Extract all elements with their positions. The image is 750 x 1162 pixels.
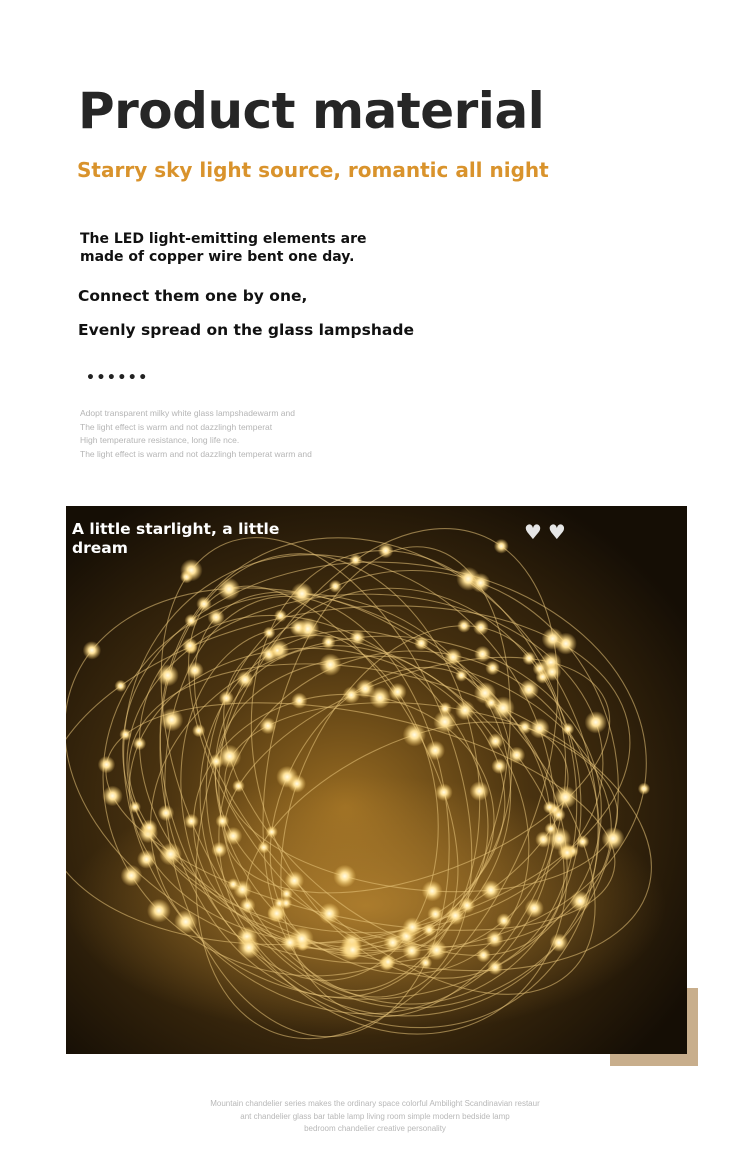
led-bulb [184,814,199,829]
led-bulb [343,940,363,960]
led-bulb [457,619,471,633]
led-bulb [288,775,306,793]
led-bulb [98,756,115,773]
led-bulb [459,897,475,913]
dot-divider: •••••• [86,370,149,386]
led-bulb [474,646,491,663]
led-bulb [271,644,283,656]
photo-caption: A little starlight, a little dream [72,520,280,557]
led-bulb [494,539,509,554]
led-bulb [285,871,304,890]
connect-line: Connect them one by one, [78,287,308,305]
led-bulb [232,780,245,793]
fine-print-line: High temperature resistance, long life nce. [80,435,240,445]
led-bulb [258,841,271,854]
led-bulb [585,711,607,733]
led-bulb [473,620,489,636]
led-bulb [115,680,127,692]
led-bulb [274,609,287,622]
led-bulb [497,913,512,928]
led-bulb [160,708,183,731]
led-bulb [519,679,539,699]
led-bulb [403,723,426,746]
led-bulb [419,956,432,969]
led-bulb [455,700,475,720]
led-bulb [260,717,277,734]
led-bulb [383,933,402,952]
led-bulb [576,835,589,848]
led-bulb [137,850,156,869]
subtitle: Starry sky light source, romantic all night [77,158,549,182]
led-bulb [602,827,625,850]
led-bulb [508,747,525,764]
led-bulb [119,729,131,741]
led-bulb [426,940,447,961]
led-bulb [186,662,204,680]
led-bulb [422,881,443,902]
led-bulb [389,683,407,701]
description-paragraph [80,230,380,266]
led-bulb [522,651,536,665]
led-bulb [349,554,362,567]
led-bulb [535,831,551,847]
led-bulb [291,693,307,709]
led-bulb [83,641,101,659]
fairy-lights-illustration [66,506,687,1054]
led-bulb [237,936,260,959]
led-bulb [291,583,313,605]
led-bulb [403,917,423,937]
led-bulb [470,781,490,801]
led-bulb [491,758,507,774]
led-bulb [550,933,569,952]
description-line-1: The LED light-emitting elements are [80,231,367,247]
led-bulb [369,687,391,709]
led-bulb [485,661,500,676]
led-bulb [533,661,548,676]
led-bulb [157,664,179,686]
fine-print-line: Adopt transparent milky white glass lampshadewarm and [80,408,295,418]
led-bulb [378,543,393,558]
led-bulb [380,954,396,970]
page-title: Product material [78,82,545,140]
led-bulb [180,570,193,583]
led-bulb [174,910,197,933]
led-bulb [435,784,453,802]
led-bulb [414,636,428,650]
led-bulb [350,630,366,646]
led-bulb [455,669,468,682]
led-bulb [147,899,171,923]
footer-line: bedroom chandelier creative personality [304,1124,446,1133]
led-bulb [133,737,146,750]
led-bulb [433,710,456,733]
led-bulb [525,899,544,918]
led-bulb [319,654,341,676]
led-bulb [529,718,549,738]
led-bulb [218,578,241,601]
footer-line: ant chandelier glass bar table lamp living room simple modern bedside lamp [240,1111,510,1121]
led-bulb [487,733,503,749]
led-bulb [422,923,436,937]
led-bulb [471,573,491,593]
led-bulb [554,786,577,809]
fine-print-line: The light effect is warm and not dazzlingh temperat [80,421,273,432]
led-bulb [141,819,158,836]
led-bulb [562,723,575,736]
led-bulb [219,691,234,706]
led-bulb [329,580,342,593]
led-bulb [216,814,230,828]
led-bulb [129,801,141,813]
led-bulb [570,891,591,912]
spread-line: Evenly spread on the glass lampshade [78,321,414,339]
led-bulb [158,805,174,821]
led-bulb [263,627,275,639]
led-bulb [240,898,256,914]
led-bulb [319,903,340,924]
led-bulb [290,619,307,636]
led-bulb [321,635,335,649]
led-bulb [487,960,503,976]
led-bulb [638,783,650,795]
led-bulb [484,696,498,710]
led-bulb [196,596,211,611]
footer-text [0,1098,750,1136]
led-bulb [333,865,356,888]
led-bulb [402,941,421,960]
led-bulb [185,614,198,627]
led-bulb [281,933,300,952]
led-bulb [121,865,143,887]
led-bulb [343,686,360,703]
led-bulb [208,609,225,626]
fine-print [80,407,312,461]
fairy-lights-photo [66,506,687,1054]
led-bulb [542,628,564,650]
led-bulb [102,786,123,807]
led-bulb [280,897,292,909]
led-bulb [227,878,239,890]
led-bulb [218,745,241,768]
led-bulb [559,845,575,861]
description-line-2: made of copper wire bent one day. [80,249,355,265]
led-bulb [427,906,443,922]
led-bulb [236,671,254,689]
hearts-icon: ♥♥ [524,520,572,544]
led-bulb [211,842,227,858]
led-bulb [182,638,198,654]
led-bulb [444,648,462,666]
led-bulb [476,948,491,963]
led-bulb [481,880,501,900]
led-bulb [543,801,556,814]
led-bulb [159,843,182,866]
led-bulb [224,827,242,845]
led-bulb [486,930,503,947]
fine-print-line: The light effect is warm and not dazzlingh temperat warm and [80,448,312,459]
footer-line: Mountain chandelier series makes the ordinary space colorful Ambilight Scandinavian restaur [210,1099,540,1108]
led-bulb [425,741,445,761]
led-bulb [266,826,278,838]
led-bulb [192,724,205,737]
